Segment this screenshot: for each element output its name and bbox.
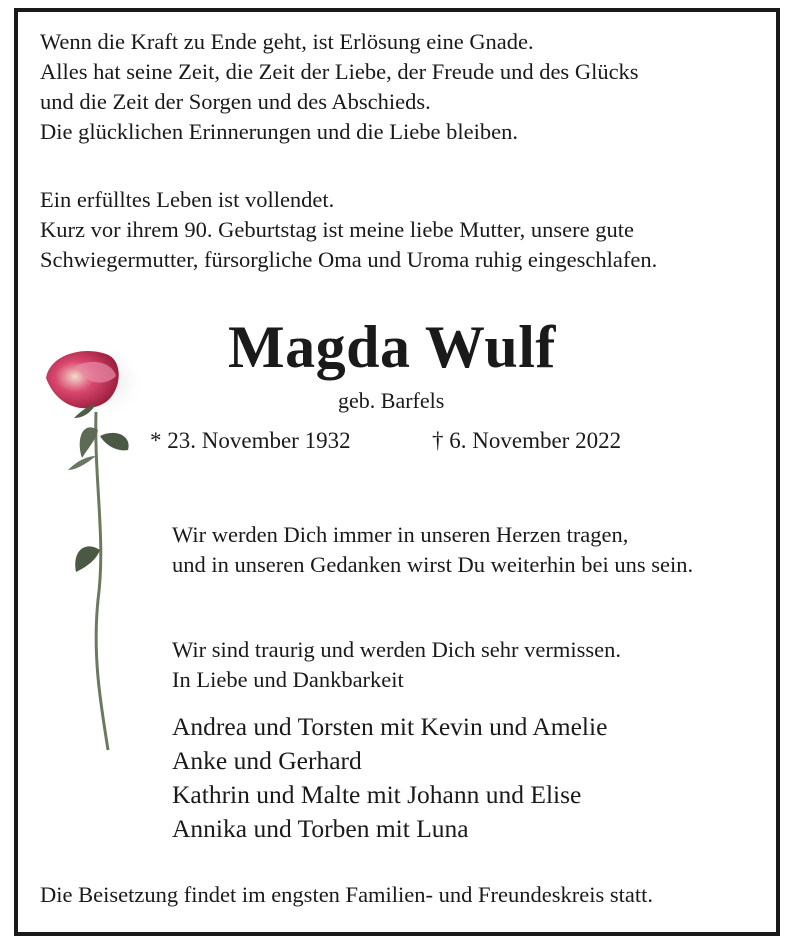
family-member: Anke und Gerhard (172, 746, 362, 775)
intro-paragraph (40, 27, 639, 147)
family-list (172, 710, 607, 846)
life-line: Schwiegermutter, fürsorgliche Oma und Uroma ruhig eingeschlafen. (40, 247, 658, 272)
verse-line: Wir werden Dich immer in unseren Herzen tragen, (172, 522, 629, 547)
birth-date: * 23. November 1932 (150, 428, 351, 453)
family-member: Andrea und Torsten mit Kevin und Amelie (172, 712, 608, 741)
verse-line: und in unseren Gedanken wirst Du weiterhin bei uns sein. (172, 552, 694, 577)
death-date: † 6. November 2022 (432, 428, 622, 453)
rose-icon (36, 340, 156, 760)
farewell-line: In Liebe und Dankbarkeit (172, 667, 404, 692)
farewell-paragraph (172, 635, 621, 695)
verse-paragraph (172, 520, 693, 580)
intro-line: und die Zeit der Sorgen und des Abschieds. (40, 89, 431, 114)
family-member: Kathrin und Malte mit Johann und Elise (172, 780, 582, 809)
life-line: Ein erfülltes Leben ist vollendet. (40, 187, 335, 212)
farewell-line: Wir sind traurig und werden Dich sehr vermissen. (172, 637, 621, 662)
intro-line: Wenn die Kraft zu Ende geht, ist Erlösung eine Gnade. (40, 29, 534, 54)
maiden-name: geb. Barfels (338, 388, 445, 413)
life-paragraph (40, 185, 657, 275)
intro-line: Die glücklichen Erinnerungen und die Liebe bleiben. (40, 119, 518, 144)
intro-line: Alles hat seine Zeit, die Zeit der Liebe, der Freude und des Glücks (40, 59, 639, 84)
life-line: Kurz vor ihrem 90. Geburtstag ist meine liebe Mutter, unsere gute (40, 217, 634, 242)
funeral-notice: Die Beisetzung findet im engsten Familien- und Freundeskreis statt. (40, 882, 654, 907)
deceased-name: Magda Wulf (228, 314, 556, 380)
family-member: Annika und Torben mit Luna (172, 814, 469, 843)
